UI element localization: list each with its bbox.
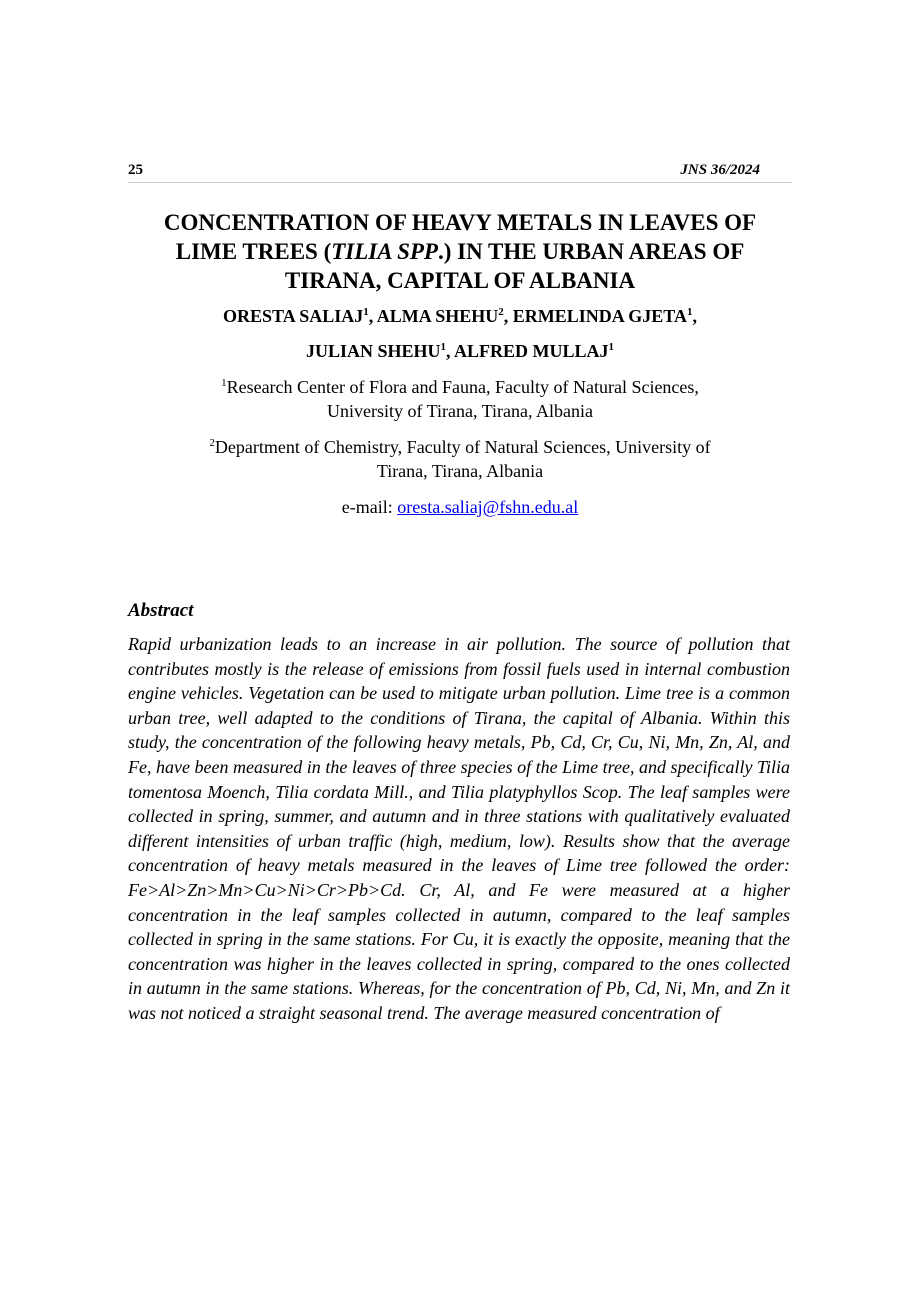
affiliation-2 <box>128 435 792 483</box>
contact-email <box>128 495 792 519</box>
author-name: ALMA SHEHU <box>376 306 499 326</box>
title-line-2-end: .) IN THE URBAN AREAS OF <box>437 239 745 264</box>
affiliation-text: Research Center of Flora and Fauna, Faculty of Natural Sciences, <box>226 377 699 397</box>
abstract-heading: Abstract <box>128 600 194 621</box>
title-genus: TILIA SPP <box>331 239 438 264</box>
author-affiliation-mark: 2 <box>498 306 504 318</box>
abstract-text: Rapid urbanization leads to an increase in air pollution. The source of pollution that contributes mostly is the release of emissions from fossil fuels used in internal combustion engine vehicles. Vegetation can be used to mitigate urban pollution. Lime tree is a common urban tree, well adapted to the conditions of Tirana, the capital of Albania. Within this study, the concentration of the following heavy metals, Pb, Cd, Cr, Cu, Ni, Mn, Zn, Al, and Fe, have been measured in the leaves of three species of the Lime tree, and specifically Tilia tomentosa Moench, Tilia cordata Mill., and Tilia platyphyllos Scop. The leaf samples were collected in spring, summer, and autumn and in three stations with qualitatively evaluated different intensities of urban traffic (high, medium, low). Results show that the average concentration of heavy metals measured in the leaves of Lime tree followed the order: Fe>Al>Zn>Mn>Cu>Ni>Cr>Pb>Cd. Cr, Al, and Fe were measured at a higher concentration in the leaf samples collected in autumn, compared to the leaf samples collected in spring in the same stations. For Cu, it is exactly the opposite, meaning that the concentration was higher in the leaves collected in spring, compared to the ones collected in autumn in the same stations. Whereas, for the concentration of Pb, Cd, Ni, Mn, and Zn it was not noticed a straight seasonal trend. The average measured concentration of <box>128 634 790 1023</box>
title-line-3: TIRANA, CAPITAL OF ALBANIA <box>284 268 636 293</box>
email-link[interactable]: oresta.saliaj@fshn.edu.al <box>397 497 579 517</box>
author-affiliation-mark: 1 <box>608 341 615 353</box>
author-affiliation-mark: 1 <box>686 306 693 318</box>
paper-title <box>110 208 810 295</box>
author-list-line-1: ORESTA SALIAJ$^1$, ALMA SHEHU$^2$, ERMELINDA GJETA$^1$, <box>223 306 697 326</box>
author-name: ALFRED MULLAJ <box>454 341 609 361</box>
author-name: JULIAN SHEHU <box>305 341 441 361</box>
title-line-1: CONCENTRATION OF HEAVY METALS IN LEAVES OF <box>163 210 757 235</box>
author-name: ORESTA SALIAJ <box>223 306 364 326</box>
title-line-2 <box>110 237 810 266</box>
running-header <box>128 162 792 183</box>
affiliation-number: 1 <box>221 377 227 389</box>
affiliation-number: 2 <box>209 437 215 449</box>
title-line-2-start: LIME TREES ( <box>175 239 332 264</box>
page-number: 25 <box>128 162 143 178</box>
email-label: e-mail: <box>341 497 398 517</box>
affiliation-text: Department of Chemistry, Faculty of Natural Sciences, University of <box>214 437 711 457</box>
abstract-body <box>128 632 790 1026</box>
affiliation-text: University of Tirana, Tirana, Albania <box>327 401 593 421</box>
affiliation-1 <box>128 375 792 423</box>
author-list-line-2: JULIAN SHEHU$^1$, ALFRED MULLAJ$^1$ <box>305 341 615 361</box>
author-affiliation-mark: 1 <box>363 306 369 318</box>
author-affiliation-mark: 1 <box>440 341 446 353</box>
affiliation-text: Tirana, Tirana, Albania <box>376 461 544 481</box>
author-name: ERMELINDA GJETA <box>512 306 687 326</box>
journal-reference: JNS 36/2024 <box>680 162 760 178</box>
